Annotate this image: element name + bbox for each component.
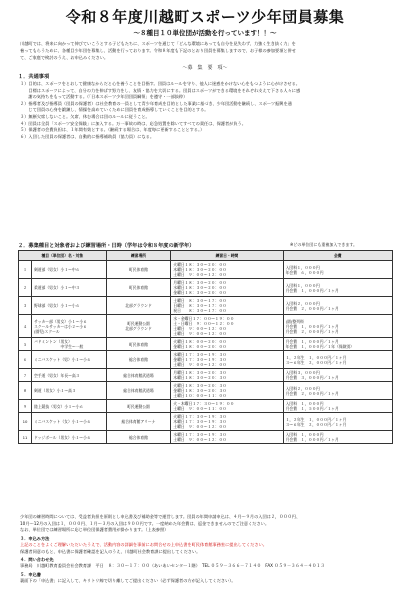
cell-event-name: 空手道（男女）年長～高３: [31, 369, 106, 382]
cell-fee: １，２年生 １，０００円／１ヶ月 ３～６年生 ２，０００円／１ヶ月: [283, 413, 392, 431]
cell-fee: 入団料 １，０００円 月会費 １，０００円／１ヶ月: [283, 431, 392, 444]
cell-number: １: [19, 261, 32, 279]
table-row: [19, 369, 393, 382]
fee-note-line: 少年団の練習時間については、受益者負担を原則とし申込書及び補助金等で運営します。団員の年間申請申込は、４月～９月の入団は２，０００円、: [20, 514, 301, 519]
contact-line: 事務局 川越町教育委員会社会教育課 平日 ８：３０～１７：００（あいあいセンター１階） TEL ０５９－３６６－７１４０ FAX ０５９－３６４－４０１３: [20, 563, 325, 569]
cell-fee: 入団料２，０００円 月会費 ２，０００円／１ヶ月: [283, 382, 392, 400]
page-subtitle: ～８種目１０単位団が活動を行っています！！～: [133, 29, 277, 37]
col-header-event: 種目（単位団）名・対象: [19, 251, 107, 261]
col-header-place: 練習場所: [106, 251, 171, 261]
cell-number: ９: [19, 400, 32, 413]
section1-item: ６）入団した団員の保護者は、自動的に指導補助員（協力員）になる。: [20, 133, 155, 139]
section1-item: じて団員の心身を鍛錬し、情操を高めていくために団員を育成指導していくことを目的とする。: [20, 107, 209, 113]
cell-time: 土曜日 ８：３０～１７：００ 日曜日 ８：３０～１７：００ 祝日 ８：３０～１７：００: [171, 297, 283, 315]
intro-line: て、ご家庭で検討のうえ、お申込みください。: [20, 55, 109, 60]
cell-time: 水曜日１７：３０～１９：３０ 土曜日 ９：００～１２：００: [171, 431, 283, 444]
col-header-time: 練習日・時間: [171, 251, 283, 261]
table-row: [19, 351, 393, 369]
requirements-heading: ～募 集 要 項～: [182, 65, 228, 71]
cell-place: 総合体育館武道場: [106, 382, 171, 400]
section1-item: ３）無断欠席しないこと。欠席、休む場合は団のルールに従うこと。: [20, 113, 150, 119]
section1-item: １）目的は、スポーツをとおして健康なからだと心を養うことを目指す。団員はルールを守り、他人に迷惑をかけない心をもつように心がけさせる。: [20, 81, 300, 86]
table-header-row: [19, 251, 393, 261]
cell-fee: 入団料 １，０００円 月会費 １，５００円／１ヶ月: [283, 400, 392, 413]
cell-time: 月曜日１８：３０～２０：３０ 木曜日１８：３０～２０：３０: [171, 369, 283, 382]
cell-fee: 入団料３，０００円 月会費 ３，０００円／１ヶ月: [283, 369, 392, 382]
cell-place: 町民運動公園 北部グラウンド: [106, 315, 171, 338]
cell-time: 水曜日１７：３０～１９：３０ 金曜日１７：３０～１９：３０ 土曜日 ９：００～１２：００: [171, 351, 283, 369]
cell-event-name: ミニバスケット（女）小１～小６: [31, 413, 106, 431]
section4: [20, 557, 392, 570]
cell-number: ５: [19, 338, 32, 351]
section5-line: 裏面下の「申込書」に記入して、キリトリ線で切り離してご提出ください（必ず保護者の方が記入してください）。: [20, 578, 236, 584]
section5-heading: ５．申込書: [20, 572, 41, 577]
cell-place: 総合体育館: [106, 431, 171, 444]
cell-time: 火・木曜日１７：３０～１９：００ 土曜日 ９：００～１１：００: [171, 400, 283, 413]
section1-heading: １．共通事項: [18, 74, 50, 80]
section3: [20, 536, 392, 555]
cell-place: 総合体育館: [106, 351, 171, 369]
cell-time: 火曜日１７：３０～１９：３０ 木曜日１７：３０～１９：３０ 土曜日 ９：００～１２：００: [171, 413, 283, 431]
table-row: [19, 279, 393, 297]
cell-number: ６: [19, 351, 32, 369]
section1-item: ５）保護者の会費負担は、１年間有効とする。（継続する場合は、年度毎に更新することとする。）: [20, 127, 205, 133]
section2-note: ※どの単位団にも重複加入できます。: [290, 242, 358, 247]
section3-line: 保護者同意のもと、申込書に保護者確認を記入のうえ、川越町社会教育課に提出してください。: [20, 548, 201, 554]
cell-fee: 入団料１，０００円 年会費 ６，０００円: [283, 261, 392, 279]
section3-line: 上記のことをよくご理解いただいたうえで、活動内容の詳細を事前にお問合せの上申込書を町民体育館事務室に提出してください。: [20, 542, 267, 548]
intro-paragraph: [20, 40, 392, 61]
table-row: [19, 315, 393, 338]
section3-heading: ３．申込み方法: [20, 536, 50, 541]
cell-fee: (園)整列料 月会費 １，０００円／１ヶ月 月会費 ２，０００円／１ヶ月: [283, 315, 392, 338]
section1-item: ２）指導者及び指導員（団員の保護者）は社会教育の一員として青少年育成を目的とした事業に基づき、少年団活動を継続し、スポーツ振興を通: [20, 100, 292, 106]
cell-place: 総合体育館武道場: [106, 369, 171, 382]
cell-time: 火曜日１８：３０～２０：３０ 金曜日１８：３０～２０：３０ 土曜日１０：００～１１：００: [171, 382, 283, 400]
section1-item: 謝の気持ちをもって活動する。（「日本スポーツ少年団団員綱領」を遵守・一部抜粋）: [20, 94, 188, 100]
table-row: [19, 382, 393, 400]
cell-place: 北部グラウンド: [106, 297, 171, 315]
cell-number: 11: [19, 431, 32, 444]
cell-fee: 入団料２，０００円 月会費 ２，０００円／１ヶ月: [283, 297, 392, 315]
page-title: 令和８年度川越町スポーツ少年団員募集: [65, 8, 345, 26]
cell-number: ８: [19, 382, 32, 400]
table-row: [19, 338, 393, 351]
cell-number: ２: [19, 279, 32, 297]
section1-list: [20, 81, 392, 140]
table-row: [19, 297, 393, 315]
fee-note-line: 10月～12月の入団は１，０００円、１月～３月の入団は９００円です。一度納めた年会費は、返金できませんのでご注意ください。: [20, 520, 270, 526]
section5: [20, 572, 392, 585]
table-row: [19, 413, 393, 431]
cell-event-name: 剣道（男女）小１～高３: [31, 382, 106, 400]
cell-time: 水・金曜日１７：００～１９：００ 土・日曜日 ９：００～１２：００ 土曜日 ９：００～１２：００ 土曜日 ９：００～１２：００: [171, 315, 283, 338]
section1-item: ４）団員は全員「スポーツ安全保険」に加入する。万一事故の時は、応急処置を除いてすべての責任は、保護者が負う。: [20, 120, 246, 126]
cell-time: 火曜日１８：００～２０：００ 金曜日１８：００～２０：００: [171, 338, 283, 351]
fee-note-line: なお、単位団では練習場所に応じ単位団保護者費用が掛かります。（上表参照）: [20, 527, 169, 533]
table-row: [19, 261, 393, 279]
cell-place: 町民体育館: [106, 338, 171, 351]
table-row: [19, 400, 393, 413]
intro-line: 川越町では、将来に向かって伸びていこうとする子どもたちに、スポーツを通じて「どんな環境にあっても自分を見失わず、力強く生き抜く力」を: [20, 41, 296, 46]
cell-fee: １，２年生 １，０００円／１ヶ月 ３～６年生 ２，０００円／１ヶ月: [283, 351, 392, 369]
cell-place: 町民体育館: [106, 261, 171, 279]
col-header-fee: 会費: [283, 251, 392, 261]
section2-heading: ２．募集種目と対象者および練習場所・日時（学年は令和８年度の新学年）: [18, 243, 195, 249]
cell-place: 町民体育館: [106, 279, 171, 297]
schedule-table: [18, 250, 393, 444]
cell-event-name: バドミントン（男女） 中学生～一般: [31, 338, 106, 351]
cell-number: 10: [19, 413, 32, 431]
cell-event-name: ミニバスケット（男）小１～小６: [31, 351, 106, 369]
intro-line: 養ってもらうために、各種目少年団を募集し、活動を行っております。令和８年度も下記のとおり団員を募集しますので、お子様の参加要項と併せ: [20, 48, 296, 53]
cell-number: ７: [19, 369, 32, 382]
cell-fee: 月会費 １，０００円／１ヶ月 年会費 １，０００円／１年（保険別）: [283, 338, 392, 351]
cell-event-name: 剣道部（男女）小１～中６: [31, 261, 106, 279]
section4-heading: ４．問い合わせ先: [20, 557, 54, 562]
cell-event-name: 柔道部（男女）小１～中３: [31, 279, 106, 297]
section1-item: 目標はスポーツによって、自分の力を伸ばす努力をし、友情・協力を大切にする。団員はスポーツができる環境をそれぞれ支えて下さる人々に感: [20, 87, 301, 93]
cell-time: 火曜日１８：３０～２０：００ 木曜日１８：３０～２０：００ 土曜日 ９：００～１２：００: [171, 261, 283, 279]
cell-place: 町民運動公園: [106, 400, 171, 413]
cell-event-name: サッカー部（男女）小１～小６ スクールサッカーは小２～小６ (園児)スクール: [31, 315, 106, 338]
cell-event-name: 野球部（男女）小１～小６: [31, 297, 106, 315]
cell-number: ３: [19, 297, 32, 315]
fee-notes: [20, 514, 392, 534]
cell-event-name: 陸上競技（男女）小１～小６: [31, 400, 106, 413]
cell-fee: 入団料１，０００円 月会費 １，０００円／１ヶ月: [283, 279, 392, 297]
cell-place: 総合体育館アリーナ: [106, 413, 171, 431]
cell-time: 月曜日１８：３０～２０：００ 水曜日１８：３０～２０：００ 金曜日１８：３０～２０：００: [171, 279, 283, 297]
table-row: [19, 431, 393, 444]
cell-number: ４: [19, 315, 32, 338]
cell-event-name: ドッジボール（男女）小１～小６: [31, 431, 106, 444]
